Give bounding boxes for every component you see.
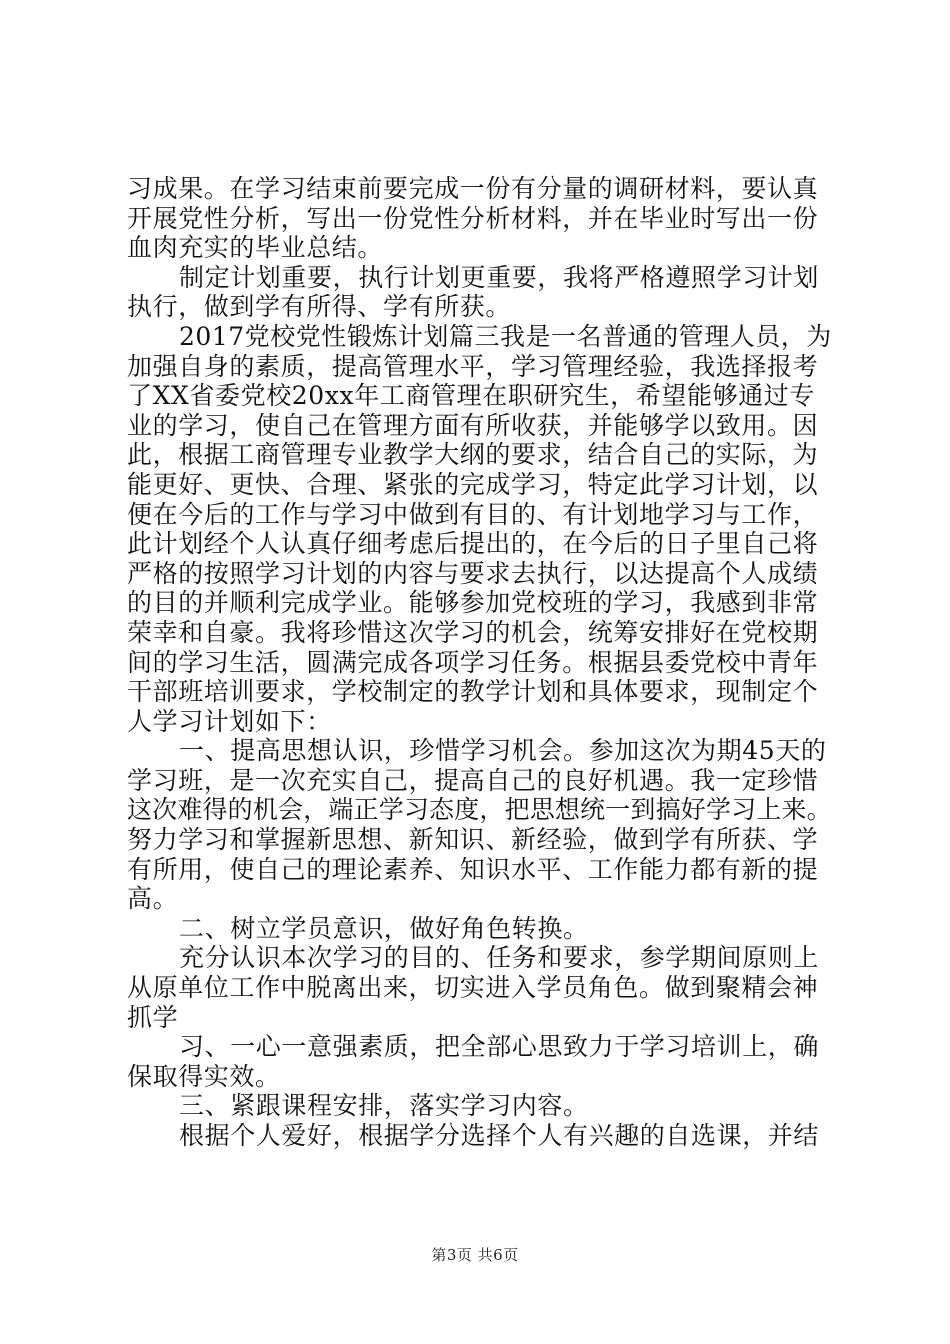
text-line: 学习班，是一次充实自己，提高自己的良好机遇。我一定珍惜 — [127, 765, 819, 795]
text-line: 这次难得的机会，端正学习态度，把思想统一到搞好学习上来。 — [127, 795, 832, 825]
text-line: 制定计划重要，执行计划更重要，我将严格遵照学习计划 — [179, 262, 820, 292]
text-line: 加强自身的素质，提高管理水平，学习管理经验，我选择报考 — [127, 351, 819, 381]
text-line: 从原单位工作中脱离出来，切实进入学员角色。做到聚精会神 — [127, 973, 819, 1003]
text-line: 根据个人爱好，根据学分选择个人有兴趣的自选课，并结 — [179, 1121, 820, 1150]
text-line: 有所用，使自己的理论素养、知识水平、工作能力都有新的提 — [127, 854, 819, 884]
text-line: 干部班培训要求，学校制定的教学计划和具体要求，现制定个 — [127, 677, 819, 707]
text-line: 的目的并顺利完成学业。能够参加党校班的学习，我感到非常 — [127, 588, 819, 618]
text-line: 了XX省委党校20xx年工商管理在职研究生，希望能够通过专 — [127, 381, 816, 411]
text-line: 能更好、更快、合理、紧张的完成学习，特定此学习计划，以 — [127, 469, 819, 499]
text-line: 血肉充实的毕业总结。 — [127, 233, 384, 263]
text-line: 开展党性分析，写出一份党性分析材料，并在毕业时写出一份 — [127, 203, 819, 233]
text-line: 努力学习和掌握新思想、新知识、新经验，做到学有所获、学 — [127, 825, 819, 855]
text-line: 三、紧跟课程安排，落实学习内容。 — [179, 1091, 589, 1121]
text-line: 习成果。在学习结束前要完成一份有分量的调研材料，要认真 — [127, 174, 819, 203]
text-line: 二、树立学员意识，做好角色转换。 — [179, 913, 589, 943]
text-line: 抓学 — [127, 1002, 179, 1032]
page-footer: 第3页 共6页 — [431, 1246, 519, 1264]
document-body — [127, 174, 832, 1151]
text-line: 2017党校党性锻炼计划篇三我是一名普通的管理人员，为 — [179, 321, 832, 351]
text-line: 荣幸和自豪。我将珍惜这次学习的机会，统筹安排好在党校期 — [127, 617, 819, 647]
text-line: 此，根据工商管理专业教学大纲的要求，结合自己的实际，为 — [127, 440, 819, 470]
text-line: 严格的按照学习计划的内容与要求去执行，以达提高个人成绩 — [127, 558, 819, 588]
text-line: 高。 — [127, 884, 179, 914]
text-line: 充分认识本次学习的目的、任务和要求，参学期间原则上 — [179, 943, 820, 973]
text-line: 业的学习，使自己在管理方面有所收获，并能够学以致用。因 — [127, 410, 819, 440]
text-line: 一、提高思想认识，珍惜学习机会。参加这次为期45天的 — [179, 736, 827, 766]
text-line: 此计划经个人认真仔细考虑后提出的，在今后的日子里自己将 — [127, 529, 819, 559]
text-line: 便在今后的工作与学习中做到有目的、有计划地学习与工作， — [127, 499, 819, 529]
text-line: 习、一心一意强素质，把全部心思致力于学习培训上，确 — [179, 1032, 820, 1062]
text-line: 间的学习生活，圆满完成各项学习任务。根据县委党校中青年 — [127, 647, 819, 677]
text-line: 人学习计划如下： — [127, 706, 332, 736]
text-line: 保取得实效。 — [127, 1061, 281, 1091]
text-line: 执行，做到学有所得、学有所获。 — [127, 292, 512, 322]
